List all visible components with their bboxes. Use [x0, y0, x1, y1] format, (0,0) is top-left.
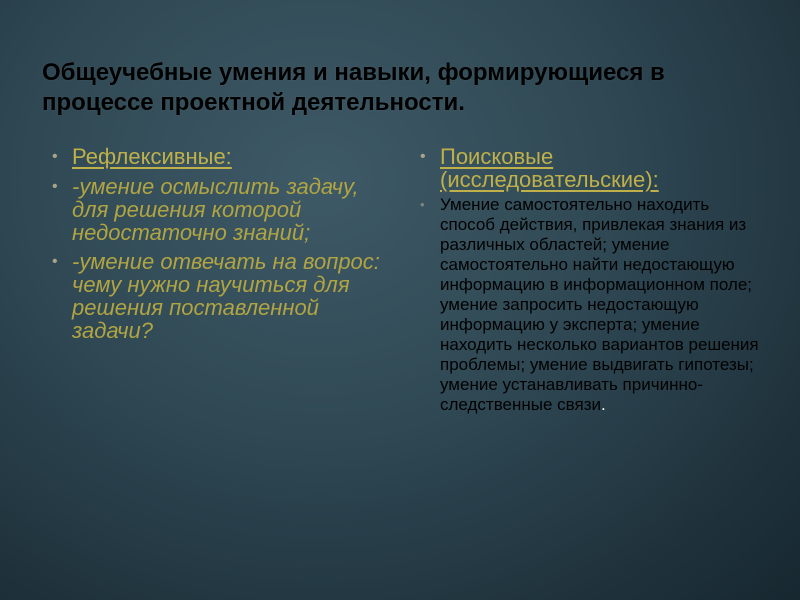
bullet-icon: •: [52, 178, 58, 195]
bullet-icon: •: [420, 197, 425, 212]
right-column: [418, 145, 763, 415]
left-column: [50, 145, 390, 348]
bullet-icon: •: [52, 148, 58, 165]
left-column-item: [50, 250, 390, 342]
left-column-heading: Рефлексивные:: [72, 144, 232, 169]
slide-title: Общеучебные умения и навыки, формирующиеся в процессе проектной деятельности.: [42, 59, 665, 116]
left-column-heading-item: [50, 145, 390, 169]
left-column-item-text: -умение осмыслить задачу, для решения которой недостаточно знаний;: [72, 174, 359, 245]
bullet-icon: •: [420, 148, 426, 165]
right-column-item-text: Умение самостоятельно находить способ действия, привлекая знания из различных областей; умение самостоятельно найти недостающую информацию в информационном поле; умение запросить недостающую информацию у эксперта; умение находить несколько вариантов решения проблемы; умение выдвигать гипотезы; умение устанавливать причинно-следственные связи: [440, 195, 759, 414]
bullet-icon: •: [52, 253, 58, 270]
right-column-heading: Поисковые (исследовательские):: [440, 144, 659, 192]
end-period: .: [601, 395, 606, 414]
left-column-item-text: -умение отвечать на вопрос: чему нужно научиться для решения поставленной задачи?: [72, 249, 380, 343]
right-column-heading-item: [418, 145, 763, 191]
right-column-item: [418, 195, 763, 415]
left-column-item: [50, 175, 390, 244]
